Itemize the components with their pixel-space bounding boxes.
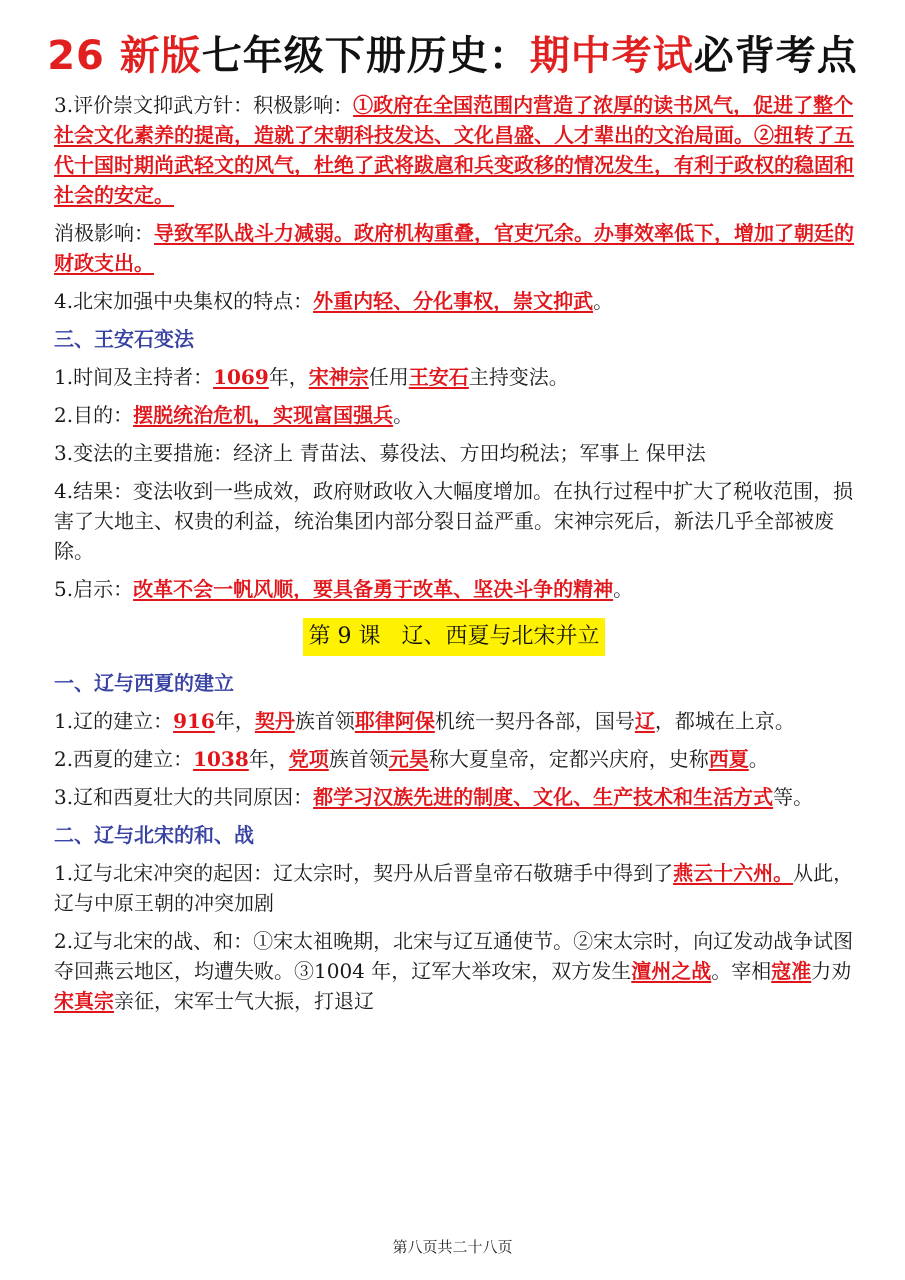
highlight-text: 916 bbox=[173, 709, 215, 733]
highlight-text: 寇准 bbox=[771, 959, 812, 983]
paragraph bbox=[54, 744, 854, 774]
paragraph bbox=[54, 286, 854, 316]
body-text: 。 bbox=[613, 577, 634, 601]
document-body bbox=[54, 90, 854, 1024]
highlight-text: 改革不会一帆风顺，要具备勇于改革、坚决斗争的精神 bbox=[133, 577, 614, 601]
section-heading: 三、王安石变法 bbox=[54, 327, 194, 351]
body-text: 。 bbox=[748, 747, 769, 771]
lesson-heading: 第 9 课 辽、西夏与北宋并立 bbox=[303, 618, 606, 656]
body-text: 3.变法的主要措施：经济上 青苗法、募役法、方田均税法；军事上 保甲法 bbox=[54, 441, 706, 465]
highlight-text: ①政府在全国范围内营造了浓厚的读书风气，促进了整个社会文化素养的提高，造就了宋朝科技发达、文化昌盛、人才辈出的文治局面。②扭转了五代十国时期尚武轻文的风气，杜绝了武将跋扈和兵变政移的情况发生，有利于政权的稳固和社会的安定。 bbox=[54, 93, 854, 207]
body-text: 3.评价崇文抑武方针：积极影响： bbox=[54, 93, 354, 117]
body-text: 1.时间及主持者： bbox=[54, 365, 214, 389]
highlight-text: 宋真宗 bbox=[54, 989, 114, 1013]
highlight-text: 澶州之战 bbox=[631, 959, 712, 983]
body-text: 。 bbox=[393, 403, 414, 427]
highlight-text: 都学习汉族先进的制度、文化、生产技术和生活方式 bbox=[313, 785, 774, 809]
page-title bbox=[0, 24, 905, 81]
body-text: 亲征，宋军士气大振，打退辽 bbox=[114, 989, 374, 1013]
title-part-2: 七年级下册历史： bbox=[201, 33, 530, 79]
highlight-text: 1038 bbox=[193, 747, 249, 771]
body-text: 从此，辽与中原王朝的冲突加剧 bbox=[54, 861, 854, 915]
paragraph bbox=[54, 858, 854, 918]
body-text: 1.辽与北宋冲突的起因：辽太宗时，契丹从后晋皇帝石敬瑭手中得到了 bbox=[54, 861, 674, 885]
highlight-text: 宋神宗 bbox=[308, 365, 369, 389]
paragraph bbox=[54, 218, 854, 278]
body-text: 主持变法。 bbox=[468, 365, 569, 389]
body-text: 任用 bbox=[368, 365, 409, 389]
paragraph bbox=[54, 400, 854, 430]
paragraph bbox=[54, 782, 854, 812]
title-part-3: 期中考试 bbox=[529, 33, 694, 79]
body-text: 年， bbox=[268, 365, 309, 389]
body-text: 称大夏皇帝，定都兴庆府，史称 bbox=[428, 747, 709, 771]
body-text: 2.西夏的建立： bbox=[54, 747, 194, 771]
highlight-text: 元昊 bbox=[388, 747, 429, 771]
paragraph bbox=[54, 476, 854, 566]
body-text: 4.结果：变法收到一些成效，政府财政收入大幅度增加。在执行过程中扩大了税收范围，损害了大地主、权贵的利益，统治集团内部分裂日益严重。宋神宗死后，新法几乎全部被废除。 bbox=[54, 479, 854, 563]
highlight-text: 党项 bbox=[288, 747, 329, 771]
title-part-4: 必背考点 bbox=[693, 33, 858, 79]
paragraph bbox=[54, 706, 854, 736]
body-text: 2.目的： bbox=[54, 403, 134, 427]
highlight-text: 导致军队战斗力减弱。政府机构重叠，官吏冗余。办事效率低下，增加了朝廷的财政支出。 bbox=[54, 221, 854, 275]
body-text: ，都城在上京。 bbox=[654, 709, 795, 733]
highlight-text: 辽 bbox=[634, 709, 655, 733]
section-heading: 二、辽与北宋的和、战 bbox=[54, 823, 254, 847]
body-text: 消极影响： bbox=[54, 221, 154, 245]
body-text: 力劝 bbox=[811, 959, 852, 983]
body-text: 3.辽和西夏壮大的共同原因： bbox=[54, 785, 314, 809]
body-text: 族首领 bbox=[328, 747, 389, 771]
highlight-text: 1069 bbox=[213, 365, 269, 389]
body-text: 族首领 bbox=[294, 709, 355, 733]
paragraph bbox=[54, 438, 854, 468]
highlight-text: 耶律阿保 bbox=[354, 709, 435, 733]
body-text: 4.北宋加强中央集权的特点： bbox=[54, 289, 314, 313]
body-text: 机统一契丹各部，国号 bbox=[434, 709, 635, 733]
title-part-1: 26 新版 bbox=[47, 33, 202, 79]
highlight-text: 摆脱统治危机，实现富国强兵 bbox=[133, 403, 394, 427]
paragraph bbox=[54, 90, 854, 210]
body-text: 。宰相 bbox=[711, 959, 772, 983]
highlight-text: 燕云十六州。 bbox=[673, 861, 794, 885]
lesson-heading-row bbox=[54, 618, 854, 656]
paragraph bbox=[54, 926, 854, 1016]
body-text: 年， bbox=[248, 747, 289, 771]
paragraph bbox=[54, 362, 854, 392]
section-heading: 一、辽与西夏的建立 bbox=[54, 671, 234, 695]
body-text: 2.辽与北宋的战、和：①宋太祖晚期，北宋与辽互通使节。②宋太宗时，向辽发动战争试图夺回燕云地区，均遭失败。③1004 年，辽军大举攻宋，双方发生 bbox=[54, 929, 854, 983]
highlight-text: 契丹 bbox=[254, 709, 295, 733]
page-footer: 第八页共二十八页 bbox=[392, 1238, 513, 1256]
highlight-text: 王安石 bbox=[408, 365, 469, 389]
body-text: 。 bbox=[593, 289, 614, 313]
body-text: 1.辽的建立： bbox=[54, 709, 174, 733]
highlight-text: 西夏 bbox=[708, 747, 749, 771]
body-text: 等。 bbox=[773, 785, 814, 809]
body-text: 年， bbox=[214, 709, 255, 733]
highlight-text: 外重内轻、分化事权，崇文抑武 bbox=[313, 289, 594, 313]
paragraph bbox=[54, 574, 854, 604]
body-text: 5.启示： bbox=[54, 577, 134, 601]
